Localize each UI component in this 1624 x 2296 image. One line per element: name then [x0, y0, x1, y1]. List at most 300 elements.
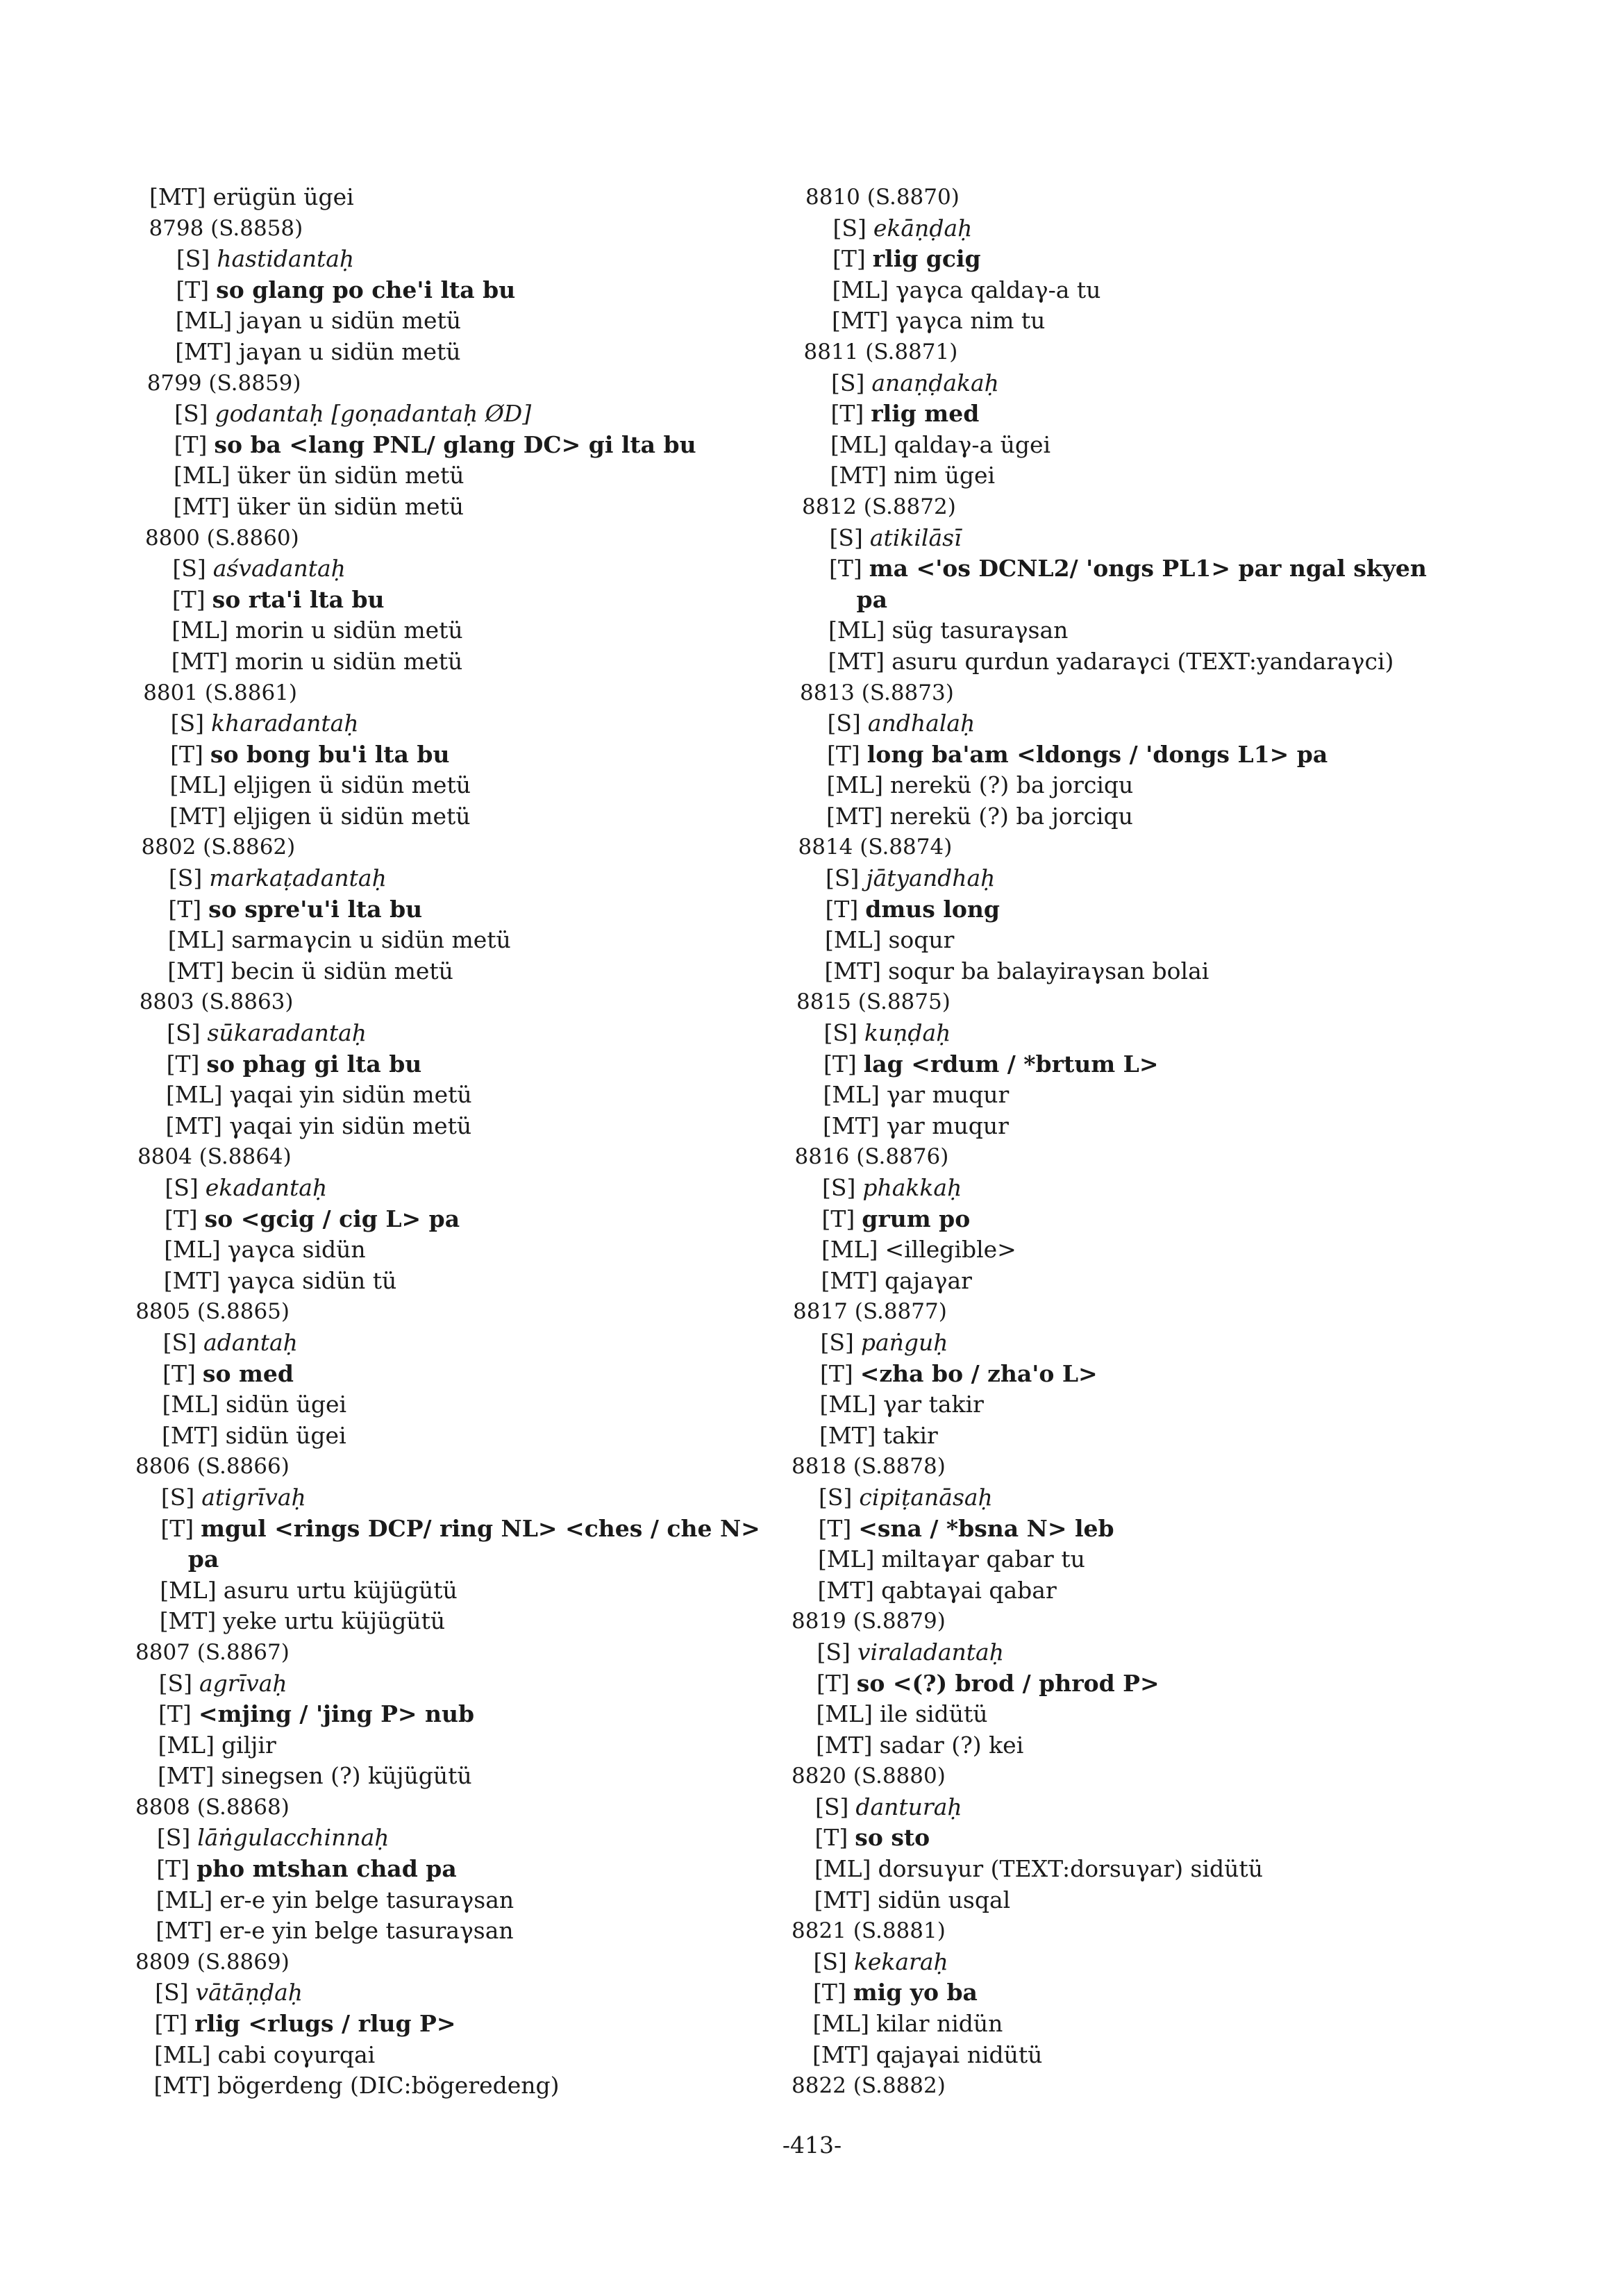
entry-field — [135, 770, 774, 801]
field-value: üker ün sidün metü — [237, 492, 464, 520]
entry-field — [135, 1389, 774, 1421]
entry-field — [792, 1049, 1486, 1080]
entry-field — [135, 615, 774, 646]
continuation-text: pa — [187, 1545, 219, 1573]
entry-number: 8821 (S.8881) — [792, 1918, 946, 1944]
field-tag: [S] — [156, 1824, 191, 1852]
field-value: γar muqur — [886, 1112, 1009, 1139]
field-tag: [S] — [815, 1793, 849, 1820]
entry-field — [792, 553, 1486, 585]
field-value: nerekü (?) ba jorciqu — [889, 771, 1134, 799]
entry-field — [135, 801, 774, 832]
field-value: aśvadantaḥ — [212, 555, 346, 583]
field-tag: [MT] — [832, 307, 889, 335]
field-value: er-e yin belge tasuraγsan — [219, 1917, 514, 1945]
field-value: ile sidütü — [879, 1700, 988, 1728]
continuation-text: pa — [856, 585, 887, 613]
entry-field — [135, 925, 774, 956]
entry-field — [792, 1421, 1486, 1452]
entry-field — [135, 1699, 774, 1730]
entry-number: 8814 (S.8874) — [798, 835, 953, 860]
field-value: morin u sidün metü — [235, 647, 463, 675]
entry-field — [135, 430, 774, 461]
field-tag: [MT] — [817, 1576, 875, 1604]
field-tag: [ML] — [171, 617, 228, 644]
entry-field — [135, 894, 774, 925]
entry-number: 8812 (S.8872) — [802, 494, 956, 519]
field-value: γaγca nim tu — [895, 307, 1046, 335]
entry-number: 8811 (S.8871) — [803, 339, 958, 364]
field-value: agrīvaḥ — [199, 1669, 287, 1697]
entry-field — [792, 956, 1486, 987]
field-value: soqur — [888, 926, 955, 954]
field-tag: [T] — [825, 895, 859, 923]
entry-field — [135, 863, 774, 894]
entry-field — [135, 1327, 774, 1359]
field-value: long ba'am <ldongs / 'dongs L1> pa — [867, 740, 1328, 768]
entry-field — [792, 615, 1486, 646]
field-tag: [T] — [813, 1979, 846, 2006]
field-tag: [ML] — [160, 1576, 217, 1604]
entry-field — [135, 2070, 774, 2102]
entry-field — [792, 801, 1486, 832]
field-value: ekadantaḥ — [205, 1174, 328, 1201]
field-value: kuṇḍaḥ — [864, 1019, 951, 1047]
field-tag: [T] — [168, 895, 202, 923]
field-value: cabi coγurqai — [217, 2041, 376, 2068]
field-tag: [ML] — [819, 1391, 876, 1418]
field-value: mig yo ba — [853, 1979, 978, 2006]
entry-field — [135, 1204, 774, 1235]
entry-number: 8804 (S.8864) — [137, 1144, 292, 1170]
entry-field — [135, 1606, 774, 1637]
field-value: becin ü sidün metü — [231, 957, 453, 984]
field-value: lag <rdum / *brtum L> — [863, 1050, 1159, 1078]
entry-field — [135, 553, 774, 585]
field-value: so ba <lang PNL/ glang DC> gi lta bu — [214, 430, 696, 458]
field-tag: [T] — [821, 1205, 855, 1232]
entry-field — [792, 1482, 1486, 1514]
field-value: phakkaḥ — [862, 1174, 962, 1201]
entry-field — [135, 739, 774, 771]
field-value: γar muqur — [886, 1081, 1010, 1109]
right-column — [792, 182, 1486, 2102]
entry-line-continuation — [792, 585, 1486, 616]
entry-number: 8818 (S.8878) — [792, 1454, 946, 1480]
field-tag: [MT] — [167, 957, 224, 984]
field-value: yeke urtu küjügütü — [223, 1607, 446, 1635]
entry-field — [792, 646, 1486, 678]
entry-field — [135, 305, 774, 337]
field-value: kharadantaḥ — [211, 710, 359, 737]
entry-field — [135, 1514, 774, 1545]
field-tag: [S] — [160, 1483, 195, 1511]
entry-field — [135, 182, 774, 213]
entry-field — [135, 956, 774, 987]
field-tag: [S] — [829, 523, 863, 551]
field-tag: [T] — [156, 1855, 190, 1883]
field-tag: [ML] — [169, 771, 226, 799]
field-value: andhalaḥ — [867, 710, 976, 737]
field-value: γar takir — [882, 1391, 984, 1418]
field-value: γaqai yin sidün metü — [229, 1112, 472, 1139]
entry-field — [135, 1234, 774, 1266]
field-value: miltaγar qabar tu — [881, 1545, 1085, 1573]
entry-field — [135, 708, 774, 739]
field-value: markaṭadantaḥ — [209, 864, 387, 892]
field-value: asuru urtu küjügütü — [223, 1576, 458, 1604]
field-tag: [MT] — [159, 1607, 217, 1635]
field-tag: [MT] — [153, 2072, 210, 2100]
field-tag: [ML] — [832, 276, 889, 303]
field-value: viraladantaḥ — [857, 1638, 1004, 1666]
entry-field — [792, 1204, 1486, 1235]
field-value: anaṇḍakaḥ — [871, 369, 999, 396]
field-value: so <(?) brod / phrod P> — [856, 1669, 1160, 1697]
field-value: er-e yin belge tasuraγsan — [219, 1886, 514, 1913]
entry-field — [135, 1761, 774, 1792]
field-tag: [MT] — [156, 1917, 212, 1945]
field-value: vātāṇḍaḥ — [195, 1979, 303, 2006]
field-tag: [T] — [830, 400, 864, 428]
field-value: so sto — [855, 1824, 930, 1852]
field-value: <illegible> — [885, 1236, 1016, 1264]
entry-number: 8807 (S.8867) — [135, 1639, 290, 1665]
field-value: <sna / *bsna N> leb — [858, 1514, 1114, 1542]
field-tag: [S] — [831, 369, 865, 396]
field-tag: [T] — [829, 555, 862, 583]
field-value: qaldaγ-a ügei — [894, 430, 1051, 458]
field-value: <mjing / 'jing P> nub — [198, 1700, 475, 1728]
field-tag: [ML] — [830, 430, 887, 458]
entry-field — [792, 1977, 1486, 2009]
field-value: giljir — [221, 1731, 276, 1759]
field-value: eljigen ü sidün metü — [233, 771, 471, 799]
entry-field — [135, 1575, 774, 1607]
entry-field — [792, 1234, 1486, 1266]
field-tag: [S] — [172, 555, 206, 583]
entry-field — [135, 2009, 774, 2040]
entry-number: 8803 (S.8863) — [139, 989, 294, 1015]
field-tag: [ML] — [826, 771, 883, 799]
field-tag: [MT] — [826, 802, 883, 830]
entry-field — [792, 305, 1486, 337]
entry-number: 8809 (S.8869) — [135, 1949, 290, 1975]
field-value: bögerdeng (DIC:bögeredeng) — [217, 2072, 560, 2100]
field-tag: [T] — [160, 1514, 194, 1542]
entry-field — [135, 460, 774, 492]
entry-field — [792, 368, 1486, 399]
field-value: <zha bo / zha'o L> — [860, 1359, 1098, 1387]
field-value: grum po — [862, 1205, 971, 1232]
field-value: eljigen ü sidün metü — [233, 802, 471, 830]
field-tag: [MT] — [173, 492, 231, 520]
field-tag: [T] — [814, 1824, 848, 1852]
entry-field — [792, 925, 1486, 956]
entry-field — [135, 1822, 774, 1854]
field-tag: [S] — [819, 1483, 853, 1511]
field-tag: [MT] — [830, 462, 887, 489]
field-tag: [ML] — [818, 1545, 875, 1573]
entry-field — [792, 1111, 1486, 1142]
field-tag: [S] — [162, 1328, 196, 1356]
entry-field — [135, 1977, 774, 2009]
entry-field — [792, 770, 1486, 801]
field-tag: [ML] — [823, 1081, 880, 1109]
field-value: so rta'i lta bu — [212, 585, 385, 613]
field-tag: [ML] — [814, 1855, 871, 1883]
entry-field — [792, 1668, 1486, 1700]
field-value: sūkaradantaḥ — [207, 1019, 367, 1047]
entry-field — [135, 244, 774, 275]
field-value: rlig gcig — [872, 245, 981, 273]
field-tag: [MT] — [169, 802, 226, 830]
entry-field — [135, 1854, 774, 1885]
entry-field — [792, 1637, 1486, 1668]
entry-field — [792, 1389, 1486, 1421]
entry-field — [792, 1327, 1486, 1359]
entry-field — [792, 2040, 1486, 2071]
field-tag: [ML] — [166, 1081, 223, 1109]
field-tag: [ML] — [821, 1236, 878, 1264]
field-value: so phag gi lta bu — [206, 1050, 422, 1078]
field-value: dorsuγur (TEXT:dorsuγar) sidütü — [878, 1855, 1263, 1883]
field-tag: [MT] — [821, 1266, 878, 1294]
field-value: jātyandhaḥ — [866, 864, 996, 892]
field-tag: [S] — [823, 1019, 857, 1047]
entry-field — [135, 1266, 774, 1297]
entry-field — [792, 1699, 1486, 1730]
field-value: lāṅgulacchinnaḥ — [197, 1824, 390, 1852]
entry-field — [792, 430, 1486, 461]
entry-number: 8810 (S.8870) — [805, 185, 960, 210]
entry-field — [792, 2009, 1486, 2040]
entry-field — [135, 1111, 774, 1142]
left-column — [135, 182, 774, 2102]
field-value: γaqai yin sidün metü — [229, 1081, 472, 1109]
field-value: so <gcig / cig L> pa — [204, 1205, 460, 1232]
field-value: atikilāsī — [869, 523, 962, 551]
field-tag: [T] — [158, 1700, 192, 1728]
field-tag: [T] — [817, 1669, 850, 1697]
field-value: qabtaγai qabar — [881, 1576, 1057, 1604]
field-tag: [S] — [158, 1669, 192, 1697]
field-tag: [ML] — [812, 2010, 869, 2038]
field-tag: [S] — [167, 1019, 201, 1047]
entry-line-continuation — [135, 1544, 774, 1575]
field-value: danturaḥ — [855, 1793, 962, 1820]
field-tag: [T] — [171, 585, 206, 613]
field-tag: [ML] — [154, 2041, 211, 2068]
field-tag: [S] — [176, 245, 210, 273]
entry-field — [135, 492, 774, 523]
field-value: nim ügei — [894, 462, 996, 489]
field-value: süg tasuraγsan — [891, 617, 1069, 644]
entry-number: 8801 (S.8861) — [143, 680, 298, 705]
field-tag: [S] — [170, 710, 204, 737]
field-tag: [MT] — [824, 957, 882, 984]
field-value: qajaγar — [885, 1266, 972, 1294]
field-value: nerekü (?) ba jorciqu — [889, 802, 1133, 830]
field-tag: [T] — [823, 1050, 857, 1078]
entry-field — [792, 1359, 1486, 1390]
field-tag: [ML] — [162, 1391, 219, 1418]
entry-field — [792, 244, 1486, 275]
field-tag: [ML] — [174, 462, 231, 489]
field-value: morin u sidün metü — [235, 617, 463, 644]
field-value: jaγan u sidün metü — [238, 337, 461, 365]
entry-field — [792, 275, 1486, 306]
field-value: sinegsen (?) küjügütü — [221, 1762, 472, 1790]
field-tag: [ML] — [164, 1236, 221, 1264]
field-value: γaγca qaldaγ-a tu — [895, 276, 1101, 303]
entry-number: 8815 (S.8875) — [796, 989, 951, 1015]
field-value: rlig med — [871, 400, 980, 428]
field-tag: [MT] — [814, 1886, 871, 1913]
page-number: -413- — [782, 2131, 842, 2159]
field-tag: [S] — [827, 710, 861, 737]
entry-field — [135, 1359, 774, 1390]
field-value: kilar nidün — [876, 2010, 1003, 2038]
field-value: so spre'u'i lta bu — [208, 895, 423, 923]
field-tag: [MT] — [816, 1731, 873, 1759]
field-value: so med — [202, 1359, 294, 1387]
field-tag: [S] — [155, 1979, 189, 2006]
field-value: adantaḥ — [203, 1328, 298, 1356]
field-value: cipiṭanāsaḥ — [859, 1483, 993, 1511]
entry-field — [792, 1018, 1486, 1049]
field-value: asuru qurdun yadaraγci (TEXT:yandaraγci) — [891, 647, 1394, 675]
field-value: so bong bu'i lta bu — [210, 740, 450, 768]
field-value: ekāṇḍaḥ — [873, 214, 973, 242]
entry-field — [792, 1885, 1486, 1916]
entry-field — [792, 1854, 1486, 1885]
entry-field — [792, 1947, 1486, 1978]
entry-number: 8819 (S.8879) — [792, 1609, 946, 1634]
entry-field — [135, 399, 774, 430]
field-tag: [ML] — [158, 1731, 215, 1759]
field-tag: [S] — [168, 864, 203, 892]
field-tag: [T] — [164, 1205, 198, 1232]
field-value: so glang po che'i lta bu — [216, 276, 516, 303]
field-tag: [T] — [154, 2010, 188, 2038]
field-tag: [MT] — [165, 1112, 223, 1139]
field-tag: [S] — [832, 214, 867, 242]
field-value: mgul <rings DCP/ ring NL> <ches / che N> — [201, 1514, 760, 1542]
entry-field — [792, 1514, 1486, 1545]
field-value: qajaγai nidütü — [876, 2041, 1043, 2068]
field-tag: [T] — [818, 1514, 852, 1542]
entry-field — [792, 708, 1486, 739]
field-value: sidün ügei — [225, 1421, 346, 1449]
field-value: paṅguḥ — [860, 1328, 948, 1356]
field-tag: [T] — [827, 740, 860, 768]
field-value: ma <'os DCNL2/ 'ongs PL1> par ngal skyen — [869, 555, 1427, 583]
field-value: sadar (?) kei — [879, 1731, 1024, 1759]
entry-field — [135, 1482, 774, 1514]
field-tag: [S] — [165, 1174, 199, 1201]
entry-field — [792, 739, 1486, 771]
field-value: γaγca sidün — [227, 1236, 366, 1264]
field-value: soqur ba balayiraγsan bolai — [888, 957, 1209, 984]
field-tag: [ML] — [828, 617, 885, 644]
field-tag: [ML] — [167, 926, 225, 954]
field-tag: [ML] — [816, 1700, 873, 1728]
field-tag: [T] — [832, 245, 866, 273]
entry-field — [792, 894, 1486, 925]
entry-number: 8805 (S.8865) — [135, 1299, 290, 1325]
field-tag: [T] — [170, 740, 203, 768]
entry-number: 8799 (S.8859) — [147, 370, 301, 396]
entry-number: 8817 (S.8877) — [793, 1299, 947, 1325]
entry-number: 8816 (S.8876) — [794, 1144, 949, 1170]
field-value: sidün usqal — [878, 1886, 1011, 1913]
entry-number: 8802 (S.8862) — [141, 835, 296, 860]
field-tag: [ML] — [156, 1886, 213, 1913]
entry-field — [135, 1668, 774, 1700]
entry-number: 8808 (S.8868) — [135, 1794, 290, 1820]
field-value: üker ün sidün metü — [237, 462, 464, 489]
entry-field — [135, 646, 774, 678]
field-tag: [MT] — [812, 2041, 869, 2068]
field-tag: [T] — [176, 276, 210, 303]
field-tag: [T] — [162, 1359, 196, 1387]
entry-field — [792, 1792, 1486, 1823]
entry-field — [792, 1266, 1486, 1297]
field-tag: [S] — [813, 1947, 847, 1975]
entry-field — [792, 460, 1486, 492]
entry-field — [792, 1730, 1486, 1761]
entry-field — [135, 1730, 774, 1761]
entry-field — [135, 585, 774, 616]
field-value: takir — [882, 1421, 938, 1449]
field-tag: [S] — [820, 1328, 854, 1356]
field-tag: [MT] — [823, 1112, 880, 1139]
field-value: jaγan u sidün metü — [239, 307, 461, 335]
entry-number: 8806 (S.8866) — [135, 1454, 290, 1480]
entry-field — [135, 1018, 774, 1049]
entry-field — [135, 1421, 774, 1452]
field-value: kekaraḥ — [853, 1947, 948, 1975]
entry-number: 8813 (S.8873) — [800, 680, 954, 705]
field-tag: [T] — [166, 1050, 200, 1078]
entry-field — [792, 523, 1486, 554]
entry-number: 8798 (S.8858) — [149, 215, 303, 241]
field-tag: [MT] — [828, 647, 885, 675]
field-tag: [S] — [822, 1174, 856, 1201]
field-tag: [MT] — [819, 1421, 876, 1449]
entry-field — [792, 213, 1486, 244]
field-tag: [ML] — [825, 926, 882, 954]
field-tag: [T] — [174, 430, 208, 458]
field-tag: [T] — [820, 1359, 853, 1387]
field-tag: [MT] — [171, 647, 228, 675]
entry-field — [135, 1173, 774, 1204]
field-tag: [S] — [826, 864, 860, 892]
field-value: pho mtshan chad pa — [196, 1855, 457, 1883]
entry-field — [135, 337, 774, 368]
field-tag: [S] — [174, 400, 208, 428]
entry-field — [792, 1575, 1486, 1607]
entry-number: 8822 (S.8882) — [792, 2073, 946, 2099]
entry-field — [792, 1822, 1486, 1854]
entry-field — [135, 1080, 774, 1111]
field-tag: [MT] — [157, 1762, 215, 1790]
field-value: γaγca sidün tü — [227, 1266, 397, 1294]
entry-number: 8800 (S.8860) — [144, 525, 299, 551]
field-value: rlig <rlugs / rlug P> — [194, 2010, 456, 2038]
field-value: sarmaγcin u sidün metü — [231, 926, 511, 954]
